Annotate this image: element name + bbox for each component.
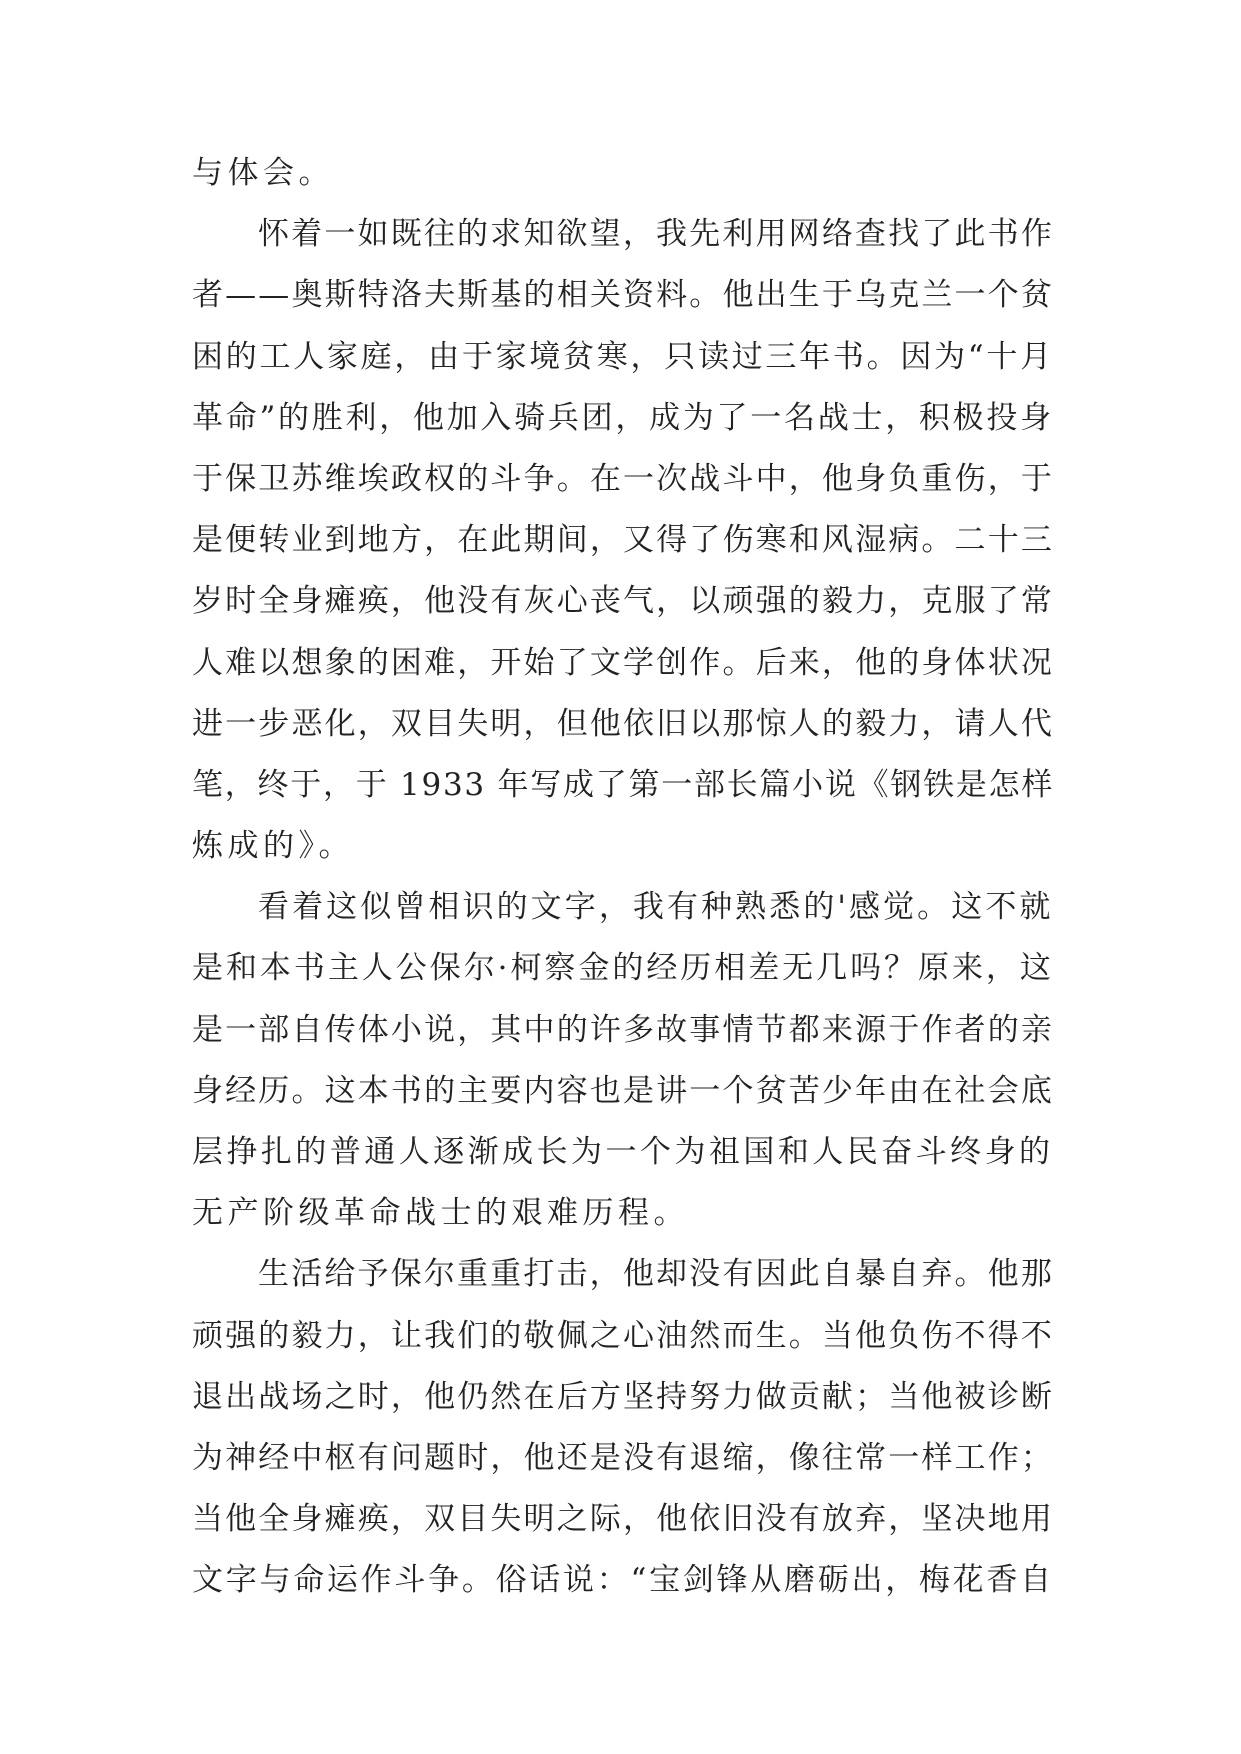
text-line: 看着这似曾相识的文字，我有种熟悉的'感觉。这不就: [258, 889, 1054, 926]
text-line: 与体会。: [192, 155, 334, 191]
text-line: 笔，终于，于 1933 年写成了第一部长篇小说《钢铁是怎样: [192, 766, 1055, 803]
text-line: 人难以想象的困难，开始了文学创作。后来，他的身体状况: [192, 644, 1054, 681]
text-line: 怀着一如既往的求知欲望，我先利用网络查找了此书作: [258, 216, 1054, 253]
text-line: 炼成的》。: [192, 828, 354, 865]
text-line: 困的工人家庭，由于家境贫寒，只读过三年书。因为“十月: [192, 338, 1054, 375]
text-line: 进一步恶化，双目失明，但他依旧以那惊人的毅力，请人代: [192, 705, 1054, 742]
text-line: 是和本书主人公保尔·柯察金的经历相差无几吗？原来，这: [192, 950, 1054, 987]
text-line: 是便转业到地方，在此期间，又得了伤寒和风湿病。二十三: [192, 522, 1054, 559]
text-line: 生活给予保尔重重打击，他却没有因此自暴自弃。他那: [258, 1256, 1054, 1293]
text-line: 为神经中枢有问题时，他还是没有退缩，像往常一样工作；: [192, 1439, 1054, 1476]
text-line: 退出战场之时，他仍然在后方坚持努力做贡献；当他被诊断: [192, 1378, 1054, 1415]
text-line: 岁时全身瘫痪，他没有灰心丧气，以顽强的毅力，克服了常: [192, 583, 1054, 620]
text-line: 当他全身瘫痪，双目失明之际，他依旧没有放弃，坚决地用: [192, 1501, 1054, 1538]
text-line: 文字与命运作斗争。俗话说：“宝剑锋从磨砺出，梅花香自: [192, 1562, 1054, 1599]
text-line: 顽强的毅力，让我们的敬佩之心油然而生。当他负伤不得不: [192, 1317, 1054, 1354]
text-line: 于保卫苏维埃政权的斗争。在一次战斗中，他身负重伤，于: [192, 460, 1054, 497]
text-line: 身经历。这本书的主要内容也是讲一个贫苦少年由在社会底: [192, 1072, 1054, 1109]
text-line: 是一部自传体小说，其中的许多故事情节都来源于作者的亲: [192, 1011, 1054, 1048]
text-line: 者——奥斯特洛夫斯基的相关资料。他出生于乌克兰一个贫: [192, 277, 1054, 314]
body-text: [192, 143, 1054, 1612]
text-line: 无产阶级革命战士的艰难历程。: [192, 1195, 689, 1232]
text-line: 革命”的胜利，他加入骑兵团，成为了一名战士，积极投身: [192, 399, 1054, 436]
text-line: 层挣扎的普通人逐渐成长为一个为祖国和人民奋斗终身的: [192, 1134, 1054, 1170]
